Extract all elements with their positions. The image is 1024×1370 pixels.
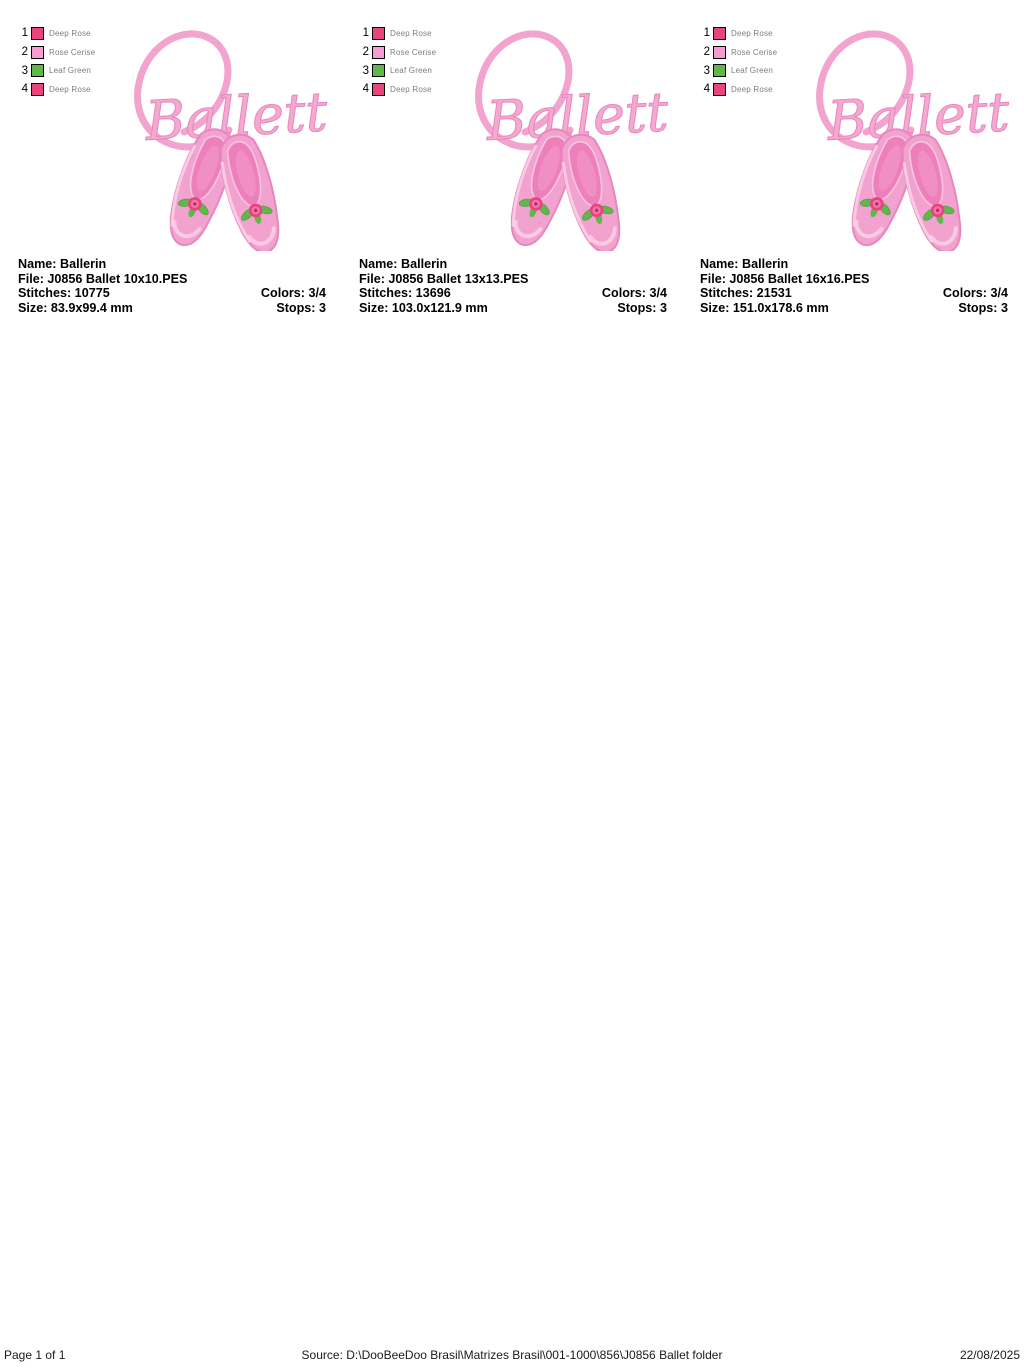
design-stops: Stops: 3: [276, 300, 326, 315]
page-footer: [0, 1346, 1024, 1366]
legend-number: 3: [703, 64, 710, 77]
color-swatch: [372, 46, 385, 59]
legend-label: Deep Rose: [390, 28, 432, 38]
legend-row: [700, 24, 777, 43]
source-path: Source: D:\DooBeeDoo Brasil\Matrizes Brasil\001-1000\856\J0856 Ballet folder: [301, 1348, 723, 1362]
color-swatch: [372, 27, 385, 40]
legend-number: 1: [703, 27, 710, 40]
legend-label: Deep Rose: [49, 28, 91, 38]
color-swatch: [713, 83, 726, 96]
color-swatch: [31, 46, 44, 59]
page-number: Page 1 of 1: [4, 1348, 66, 1362]
design-column-13x13: [341, 0, 682, 340]
legend-row: [359, 61, 436, 80]
legend-number: 4: [362, 83, 369, 96]
print-date: 22/08/2025: [959, 1348, 1020, 1362]
design-name: Name: Ballerin: [359, 257, 448, 271]
design-column-16x16: [682, 0, 1023, 340]
design-colors: Colors: 3/4: [601, 286, 667, 301]
color-swatch: [31, 27, 44, 40]
legend-label: Deep Rose: [49, 84, 91, 94]
design-info: [359, 257, 667, 315]
design-preview: [790, 16, 1020, 252]
legend-row: [700, 43, 777, 62]
design-preview: [449, 16, 679, 252]
legend-row: [359, 80, 436, 99]
legend-number: 4: [703, 83, 710, 96]
design-stitches: Stitches: 10775: [18, 286, 110, 301]
legend-row: [18, 43, 95, 62]
legend-number: 1: [362, 27, 369, 40]
design-stops: Stops: 3: [958, 300, 1008, 315]
design-colors: Colors: 3/4: [260, 286, 326, 301]
color-swatch: [713, 46, 726, 59]
color-swatch: [713, 64, 726, 77]
legend-row: [700, 80, 777, 99]
design-name: Name: Ballerin: [700, 257, 789, 271]
thread-color-legend: [359, 24, 436, 99]
design-name: Name: Ballerin: [18, 257, 107, 271]
legend-number: 2: [703, 46, 710, 59]
thread-color-legend: [700, 24, 777, 99]
design-file: File: J0856 Ballet 10x10.PES: [18, 271, 188, 286]
design-file: File: J0856 Ballet 13x13.PES: [359, 271, 529, 286]
design-size: Size: 103.0x121.9 mm: [359, 300, 488, 315]
design-size: Size: 151.0x178.6 mm: [700, 300, 829, 315]
legend-label: Leaf Green: [49, 66, 92, 76]
design-size: Size: 83.9x99.4 mm: [18, 300, 133, 315]
design-info: [18, 257, 326, 315]
legend-row: [359, 43, 436, 62]
color-swatch: [372, 83, 385, 96]
legend-row: [700, 61, 777, 80]
thread-color-legend: [18, 24, 95, 99]
legend-label: Rose Cerise: [49, 47, 96, 57]
legend-number: 3: [21, 64, 28, 77]
color-swatch: [713, 27, 726, 40]
legend-label: Leaf Green: [731, 66, 774, 76]
legend-label: Leaf Green: [390, 66, 433, 76]
legend-row: [18, 80, 95, 99]
legend-label: Rose Cerise: [390, 47, 437, 57]
legend-number: 2: [362, 46, 369, 59]
legend-number: 1: [21, 27, 28, 40]
design-stitches: Stitches: 21531: [700, 286, 792, 301]
legend-label: Deep Rose: [731, 84, 773, 94]
legend-row: [18, 61, 95, 80]
legend-number: 4: [21, 83, 28, 96]
design-file: File: J0856 Ballet 16x16.PES: [700, 271, 870, 286]
legend-row: [18, 24, 95, 43]
design-preview: [108, 16, 338, 252]
legend-label: Rose Cerise: [731, 47, 778, 57]
legend-label: Deep Rose: [390, 84, 432, 94]
legend-number: 2: [21, 46, 28, 59]
design-stitches: Stitches: 13696: [359, 286, 451, 301]
design-stops: Stops: 3: [617, 300, 667, 315]
design-info: [700, 257, 1008, 315]
legend-number: 3: [362, 64, 369, 77]
design-column-10x10: [0, 0, 341, 340]
design-colors: Colors: 3/4: [942, 286, 1008, 301]
legend-row: [359, 24, 436, 43]
color-swatch: [31, 64, 44, 77]
color-swatch: [372, 64, 385, 77]
color-swatch: [31, 83, 44, 96]
legend-label: Deep Rose: [731, 28, 773, 38]
